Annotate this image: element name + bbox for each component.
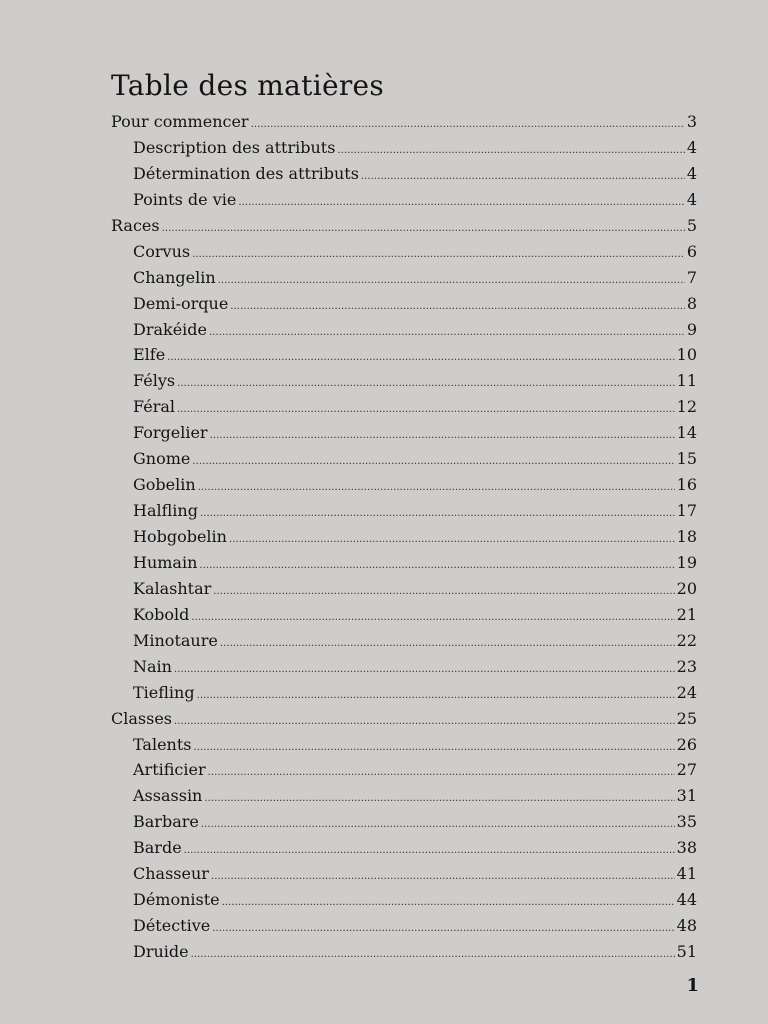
toc-entry-label: Points de vie	[133, 189, 237, 209]
toc-entry-page-number: 17	[676, 501, 697, 521]
dot-leader	[197, 680, 675, 706]
dot-leader	[209, 317, 685, 343]
toc-subsection-entry[interactable]	[111, 291, 697, 317]
toc-subsection-entry[interactable]	[111, 550, 697, 576]
toc-entry-label: Hobgobelin	[133, 527, 227, 546]
toc-entry-page-number: 9	[686, 319, 697, 339]
toc-entry-label: Détermination des attributs	[133, 163, 359, 183]
toc-subsection-entry[interactable]	[111, 887, 697, 913]
toc-entry-page-number: 27	[676, 760, 697, 780]
page-number: 1	[686, 975, 699, 996]
toc-section-entry[interactable]	[111, 109, 697, 135]
dot-leader	[167, 342, 674, 368]
dot-leader	[211, 861, 675, 887]
dot-leader	[194, 732, 675, 758]
toc-entry-label: Gnome	[133, 449, 191, 469]
dot-leader	[208, 757, 675, 783]
toc-subsection-entry[interactable]	[111, 913, 697, 939]
toc-entry-page-number: 23	[676, 656, 697, 676]
toc-entry-page-number: 11	[676, 371, 697, 391]
toc-entry-label: Halfling	[133, 501, 198, 521]
page-title: Table des matières	[111, 69, 385, 102]
dot-leader	[177, 368, 675, 394]
dot-leader	[191, 602, 674, 628]
toc-entry-label: Gobelin	[133, 475, 196, 495]
toc-entry-label: Drakéide	[133, 319, 208, 339]
toc-entry-label: Elfe	[133, 345, 166, 365]
toc-entry-label: Nain	[133, 656, 172, 676]
toc-entry-page-number: 19	[676, 552, 697, 572]
toc-entry-label: Félys	[133, 371, 176, 391]
toc-entry-label: Pour commencer	[111, 112, 249, 131]
dot-leader	[361, 161, 685, 187]
dot-leader	[212, 913, 674, 939]
toc-entry-label: Druide	[133, 942, 189, 961]
toc-subsection-entry[interactable]	[111, 265, 697, 291]
dot-leader	[199, 550, 674, 576]
dot-leader	[229, 524, 675, 550]
toc-entry-page-number: 31	[676, 786, 697, 806]
toc-entry-label: Barde	[133, 838, 182, 858]
dot-leader	[220, 628, 675, 654]
toc-entry-page-number: 41	[676, 864, 697, 884]
dot-leader	[174, 654, 675, 680]
dot-leader	[238, 187, 684, 213]
toc-subsection-entry[interactable]	[111, 783, 697, 809]
toc-subsection-entry[interactable]	[111, 602, 697, 628]
toc-entry-page-number: 51	[676, 942, 697, 961]
toc-entry-label: Forgelier	[133, 423, 208, 443]
toc-entry-label: Assassin	[133, 786, 203, 806]
toc-entry-page-number: 48	[676, 916, 697, 936]
toc-subsection-entry[interactable]	[111, 317, 697, 343]
dot-leader	[198, 472, 675, 498]
toc-subsection-entry[interactable]	[111, 939, 697, 965]
toc-entry-page-number: 3	[686, 112, 697, 131]
toc-subsection-entry[interactable]	[111, 135, 697, 161]
toc-entry-label: Kalashtar	[133, 578, 212, 598]
toc-subsection-entry[interactable]	[111, 368, 697, 394]
toc-entry-page-number: 4	[686, 189, 697, 209]
dot-leader	[200, 498, 675, 524]
toc-entry-label: Démoniste	[133, 890, 220, 910]
toc-entry-label: Talents	[133, 734, 192, 754]
toc-subsection-entry[interactable]	[111, 420, 697, 446]
dot-leader	[204, 783, 674, 809]
toc-entry-page-number: 44	[676, 890, 697, 910]
toc-subsection-entry[interactable]	[111, 861, 697, 887]
toc-subsection-entry[interactable]	[111, 628, 697, 654]
toc-entry-label: Chasseur	[133, 864, 209, 884]
dot-leader	[218, 265, 685, 291]
toc-entry-label: Changelin	[133, 267, 216, 287]
toc-entry-page-number: 4	[686, 163, 697, 183]
toc-entry-label: Artificier	[133, 760, 206, 780]
toc-entry-page-number: 14	[676, 423, 697, 443]
toc-subsection-entry[interactable]	[111, 472, 697, 498]
toc-subsection-entry[interactable]	[111, 576, 697, 602]
toc-entry-page-number: 12	[676, 397, 697, 417]
toc-entry-page-number: 22	[676, 630, 697, 650]
toc-entry-label: Minotaure	[133, 630, 218, 650]
toc-subsection-entry[interactable]	[111, 835, 697, 861]
toc-entry-page-number: 15	[676, 449, 697, 469]
toc-entry-page-number: 18	[676, 527, 697, 546]
toc-entry-label: Humain	[133, 552, 198, 572]
toc-entry-page-number: 26	[676, 734, 697, 754]
toc-entry-page-number: 5	[686, 215, 697, 235]
toc-entry-label: Barbare	[133, 812, 199, 832]
toc-subsection-entry[interactable]	[111, 654, 697, 680]
dot-leader	[213, 576, 674, 602]
toc-entry-label: Kobold	[133, 604, 190, 624]
dot-leader	[184, 835, 675, 861]
toc-subsection-entry[interactable]	[111, 394, 697, 420]
dot-leader	[210, 420, 675, 446]
toc-entry-label: Corvus	[133, 241, 191, 261]
toc-entry-page-number: 4	[686, 137, 697, 157]
table-of-contents	[111, 109, 697, 965]
toc-entry-page-number: 20	[676, 578, 697, 598]
toc-entry-label: Classes	[111, 708, 172, 728]
toc-subsection-entry[interactable]	[111, 757, 697, 783]
toc-entry-label: Féral	[133, 397, 175, 417]
toc-entry-page-number: 10	[676, 345, 697, 365]
toc-section-entry[interactable]	[111, 706, 697, 732]
toc-entry-label: Demi-orque	[133, 293, 229, 313]
dot-leader	[251, 109, 685, 135]
dot-leader	[337, 135, 684, 161]
dot-leader	[174, 706, 675, 732]
toc-subsection-entry[interactable]	[111, 809, 697, 835]
dot-leader	[177, 394, 675, 420]
toc-subsection-entry[interactable]	[111, 342, 697, 368]
dot-leader	[162, 213, 685, 239]
toc-subsection-entry[interactable]	[111, 239, 697, 265]
dot-leader	[192, 446, 674, 472]
toc-entry-page-number: 25	[676, 708, 697, 728]
toc-entry-page-number: 24	[676, 682, 697, 702]
toc-subsection-entry[interactable]	[111, 498, 697, 524]
toc-subsection-entry[interactable]	[111, 524, 697, 550]
toc-subsection-entry[interactable]	[111, 732, 697, 758]
dot-leader	[201, 809, 675, 835]
toc-entry-page-number: 35	[676, 812, 697, 832]
toc-entry-page-number: 8	[686, 293, 697, 313]
dot-leader	[222, 887, 675, 913]
dot-leader	[191, 939, 675, 965]
toc-entry-page-number: 38	[676, 838, 697, 858]
toc-entry-label: Détective	[133, 916, 211, 936]
toc-entry-label: Description des attributs	[133, 137, 336, 157]
toc-entry-page-number: 21	[676, 604, 697, 624]
toc-subsection-entry[interactable]	[111, 161, 697, 187]
toc-entry-page-number: 16	[676, 475, 697, 495]
toc-subsection-entry[interactable]	[111, 680, 697, 706]
toc-entry-page-number: 6	[686, 241, 697, 261]
dot-leader	[192, 239, 685, 265]
toc-entry-page-number: 7	[686, 267, 697, 287]
dot-leader	[230, 291, 685, 317]
toc-entry-label: Tiefling	[133, 682, 195, 702]
toc-subsection-entry[interactable]	[111, 446, 697, 472]
toc-subsection-entry[interactable]	[111, 187, 697, 213]
toc-section-entry[interactable]	[111, 213, 697, 239]
toc-entry-label: Races	[111, 215, 160, 235]
